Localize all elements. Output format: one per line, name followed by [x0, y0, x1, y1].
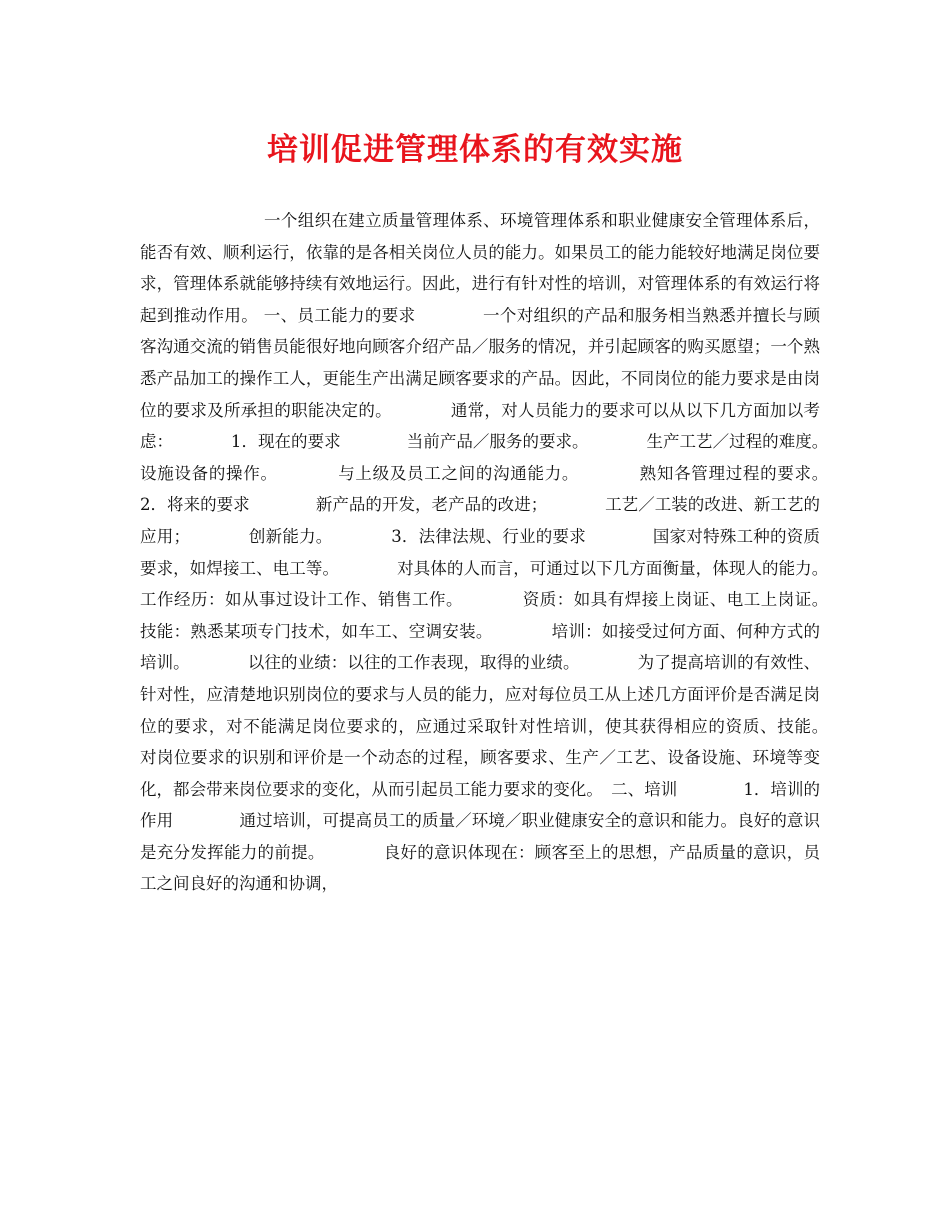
document-body	[140, 205, 886, 900]
document-title: 培训促进管理体系的有效实施	[267, 132, 683, 168]
body-paragraph: 一个组织在建立质量管理体系、环境管理体系和职业健康安全管理体系后，能否有效、顺利运行，依靠的是各相关岗位人员的能力。如果员工的能力能较好地满足岗位要求，管理体系就能够持续有效地运行。因此，进行有针对性的培训，对管理体系的有效运行将起到推动作用。 一、员工能力的要求 一个对组织的产品和服务相当熟悉并擅长与顾客沟通交流的销售员能很好地向顾客介绍产品／服务的情况，并引起顾客的购买愿望；一个熟悉产品加工的操作工人，更能生产出满足顾客要求的产品。因此，不同岗位的能力要求是由岗位的要求及所承担的职能决定的。 通常，对人员能力的要求可以从以下几方面加以考虑： 1．现在的要求 当前产品／服务的要求。 生产工艺／过程的难度。 设施设备的操作。 与上级及员工之间的沟通能力。 熟知各管理过程的要求。 2．将来的要求 新产品的开发，老产品的改进； 工艺／工装的改进、新工艺的应用； 创新能力。 3．法律法规、行业的要求 国家对特殊工种的资质要求，如焊接工、电工等。 对具体的人而言，可通过以下几方面衡量，体现人的能力。 工作经历：如从事过设计工作、销售工作。 资质：如具有焊接上岗证、电工上岗证。 技能：熟悉某项专门技术，如车工、空调安装。 培训：如接受过何方面、何种方式的培训。 以往的业绩：以往的工作表现，取得的业绩。 为了提高培训的有效性、针对性，应清楚地识别岗位的要求与人员的能力，应对每位员工从上述几方面评价是否满足岗位的要求，对不能满足岗位要求的，应通过采取针对性培训，使其获得相应的资质、技能。 对岗位要求的识别和评价是一个动态的过程，顾客要求、生产／工艺、设备设施、环境等变化，都会带来岗位要求的变化，从而引起员工能力要求的变化。 二、培训 1．培训的作用 通过培训，可提高员工的质量／环境／职业健康安全的意识和能力。良好的意识是充分发挥能力的前提。 良好的意识体现在：顾客至上的思想，产品质量的意识，员工之间良好的沟通和协调，	[140, 211, 886, 894]
